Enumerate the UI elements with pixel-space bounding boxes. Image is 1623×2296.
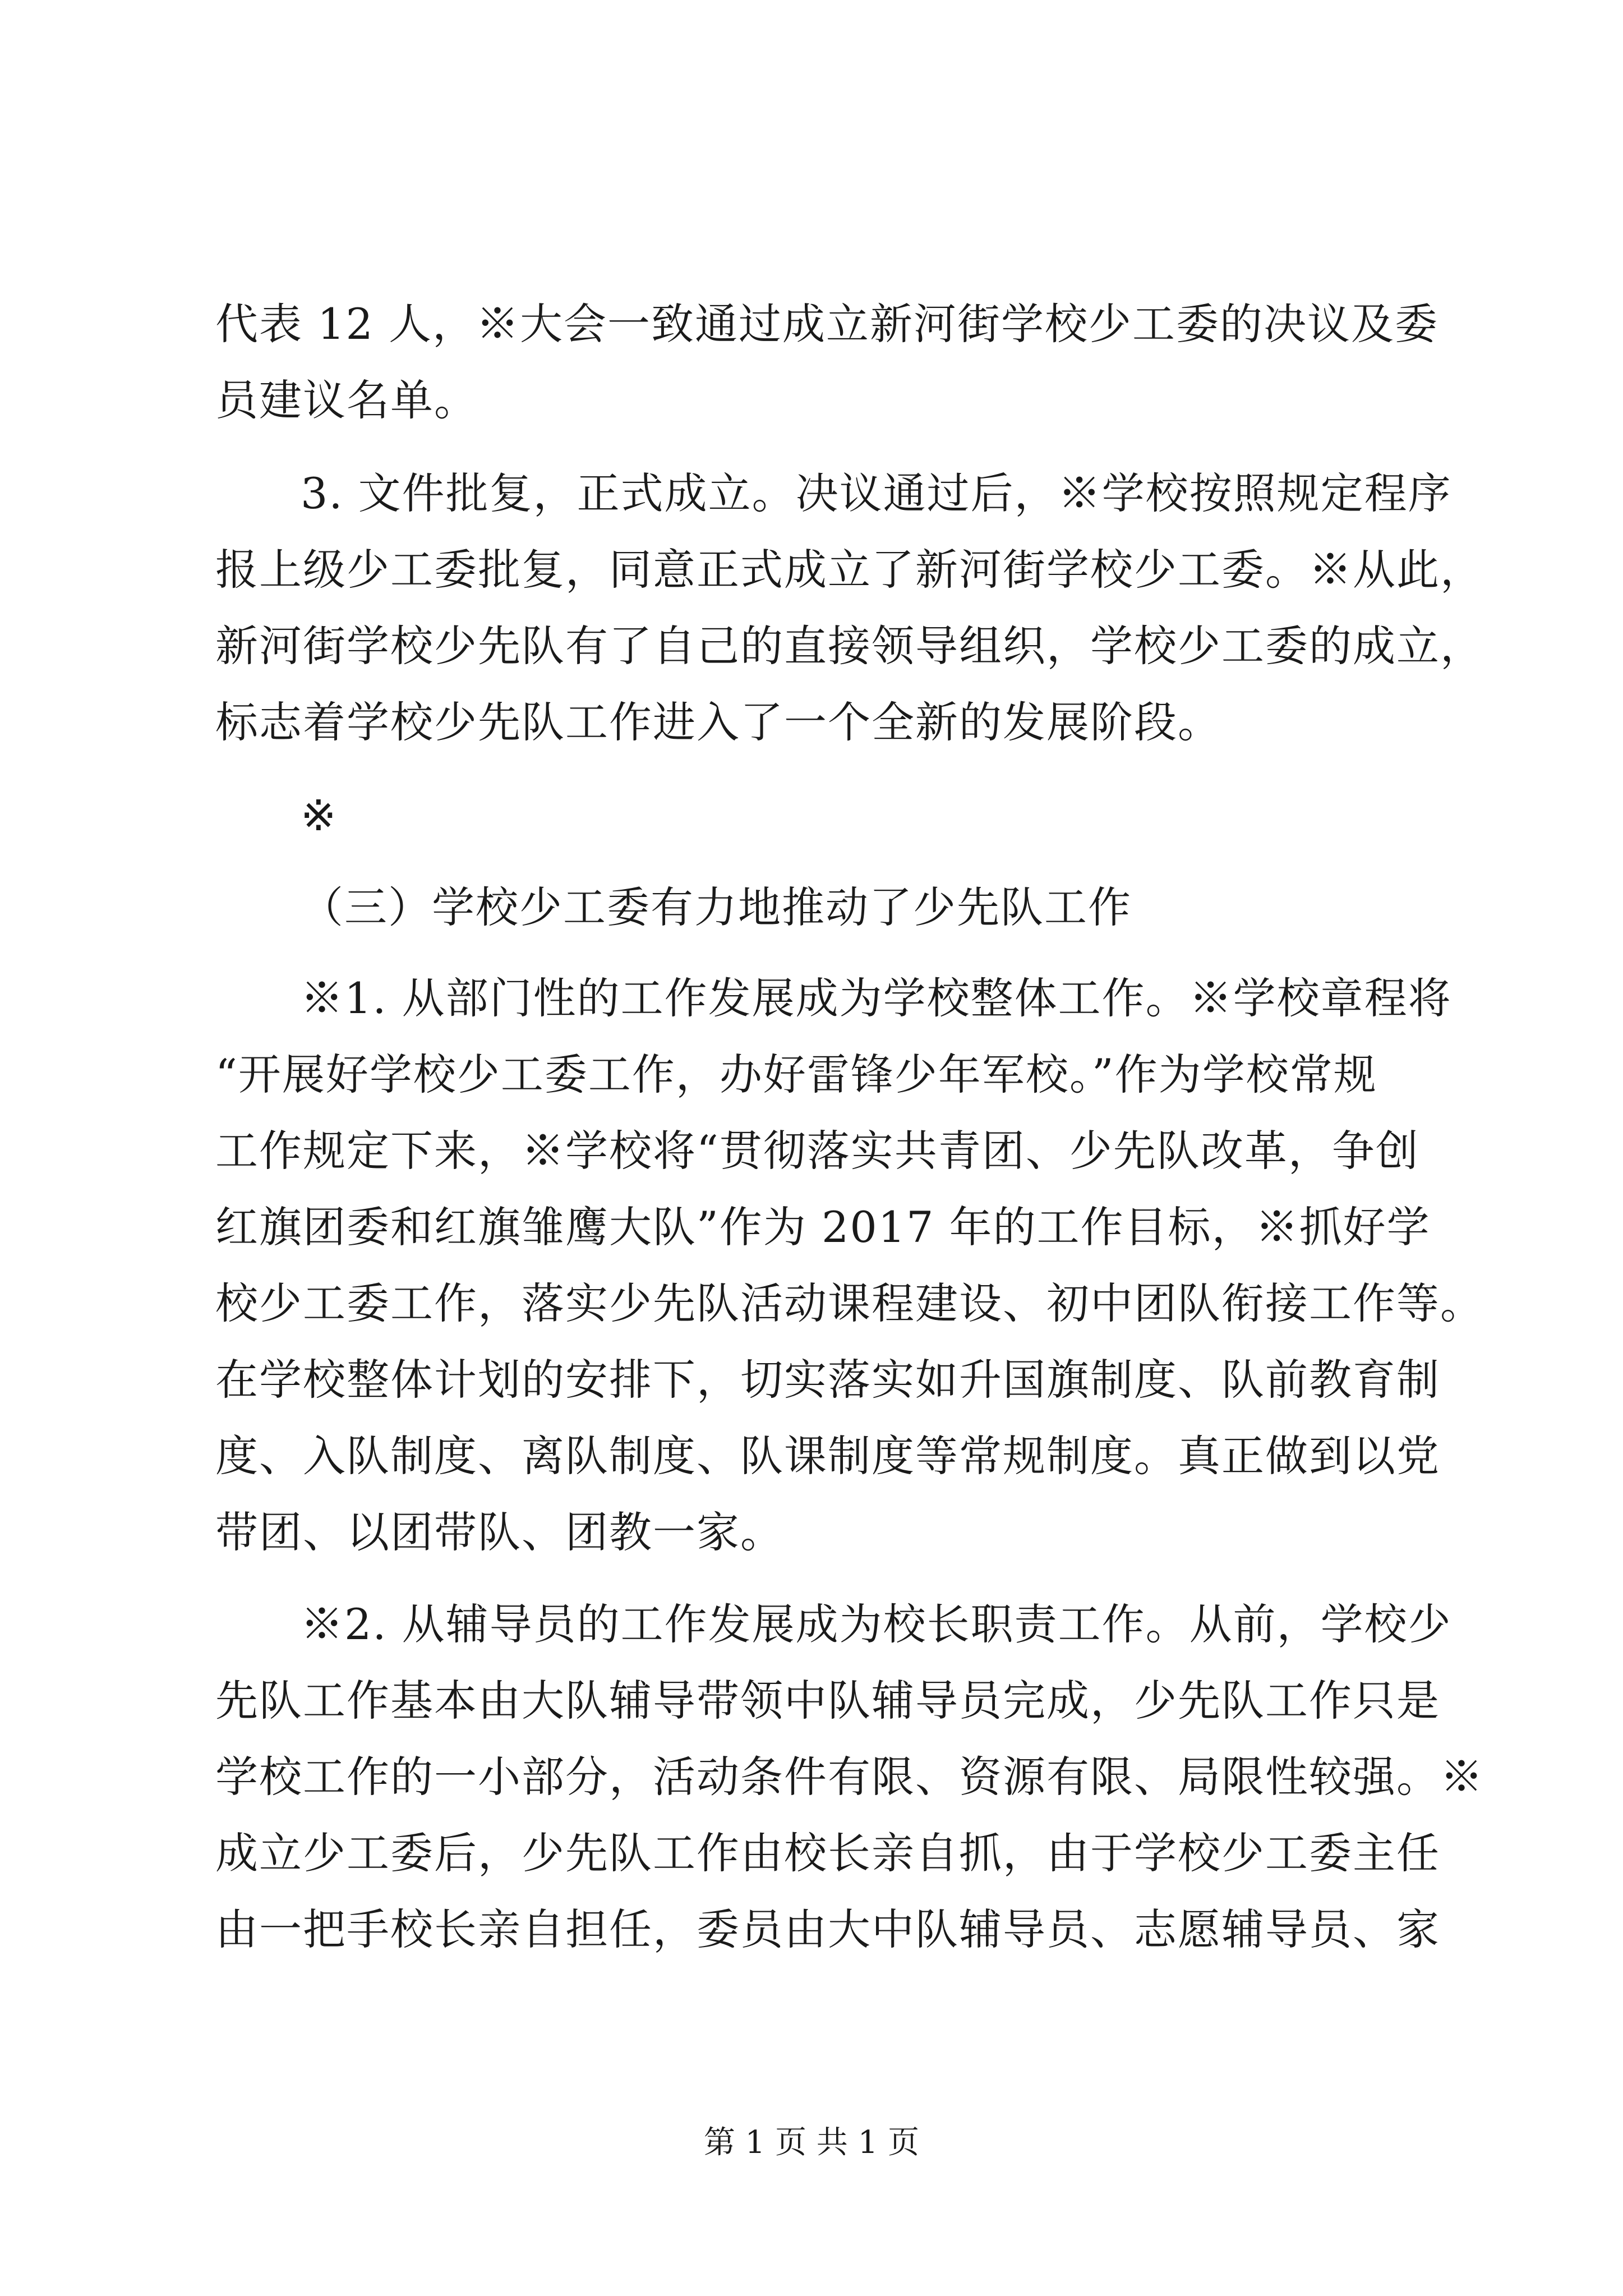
text-line-content: 新河街学校少先队有了自己的直接领导组织，学校少工委的成立， xyxy=(215,621,1484,671)
page-number-label: 第 1 页 共 1 页 xyxy=(703,2124,920,2161)
text-line-content: 员建议名单。 xyxy=(215,375,478,425)
text-line-content: 校少工委工作，落实少先队活动课程建设、初中团队衔接工作等。 xyxy=(215,1278,1484,1328)
section-heading-text: （三）学校少工委有力地推动了少先队工作 xyxy=(301,882,1132,932)
text-line-content: 工作规定下来，※学校将“贯彻落实共青团、少先队改革，争创 xyxy=(215,1126,1419,1176)
text-line-content: “开展好学校少工委工作，办好雷锋少年军校。”作为学校常规 xyxy=(215,1050,1377,1099)
page-footer xyxy=(0,2126,1623,2160)
text-line-content: ※1. 从部门性的工作发展成为学校整体工作。※学校章程将 xyxy=(301,973,1452,1023)
text-line-content: 标志着学校少先队工作进入了一个全新的发展阶段。 xyxy=(215,697,1221,747)
text-line-content: 度、入队制度、离队制度、队课制度等常规制度。真正做到以党 xyxy=(215,1431,1440,1481)
text-line-content: 红旗团委和红旗雏鹰大队”作为 2017 年的工作目标，※抓好学 xyxy=(215,1202,1431,1252)
text-line-content: ※ xyxy=(301,790,338,840)
text-line-content: 带团、以团带队、团教一家。 xyxy=(215,1507,784,1557)
text-line-content: 由一把手校长亲自担任，委员由大中队辅导员、志愿辅导员、家 xyxy=(215,1904,1440,1954)
text-line-content: 代表 12 人，※大会一致通过成立新河街学校少工委的决议及委 xyxy=(215,299,1439,349)
text-line-content: ※2. 从辅导员的工作发展成为校长职责工作。从前，学校少 xyxy=(301,1599,1452,1649)
text-line-content: 在学校整体计划的安排下，切实落实如升国旗制度、队前教育制 xyxy=(215,1355,1440,1405)
text-line-content: 成立少工委后，少先队工作由校长亲自抓，由于学校少工委主任 xyxy=(215,1828,1440,1878)
text-line-content: 学校工作的一小部分，活动条件有限、资源有限、局限性较强。※ xyxy=(215,1752,1484,1802)
text-line-content: 先队工作基本由大队辅导带领中队辅导员完成，少先队工作只是 xyxy=(215,1676,1440,1726)
text-line-content: 3. 文件批复，正式成立。决议通过后，※学校按照规定程序 xyxy=(301,468,1452,518)
text-line-content: 报上级少工委批复，同意正式成立了新河街学校少工委。※从此， xyxy=(215,545,1484,595)
